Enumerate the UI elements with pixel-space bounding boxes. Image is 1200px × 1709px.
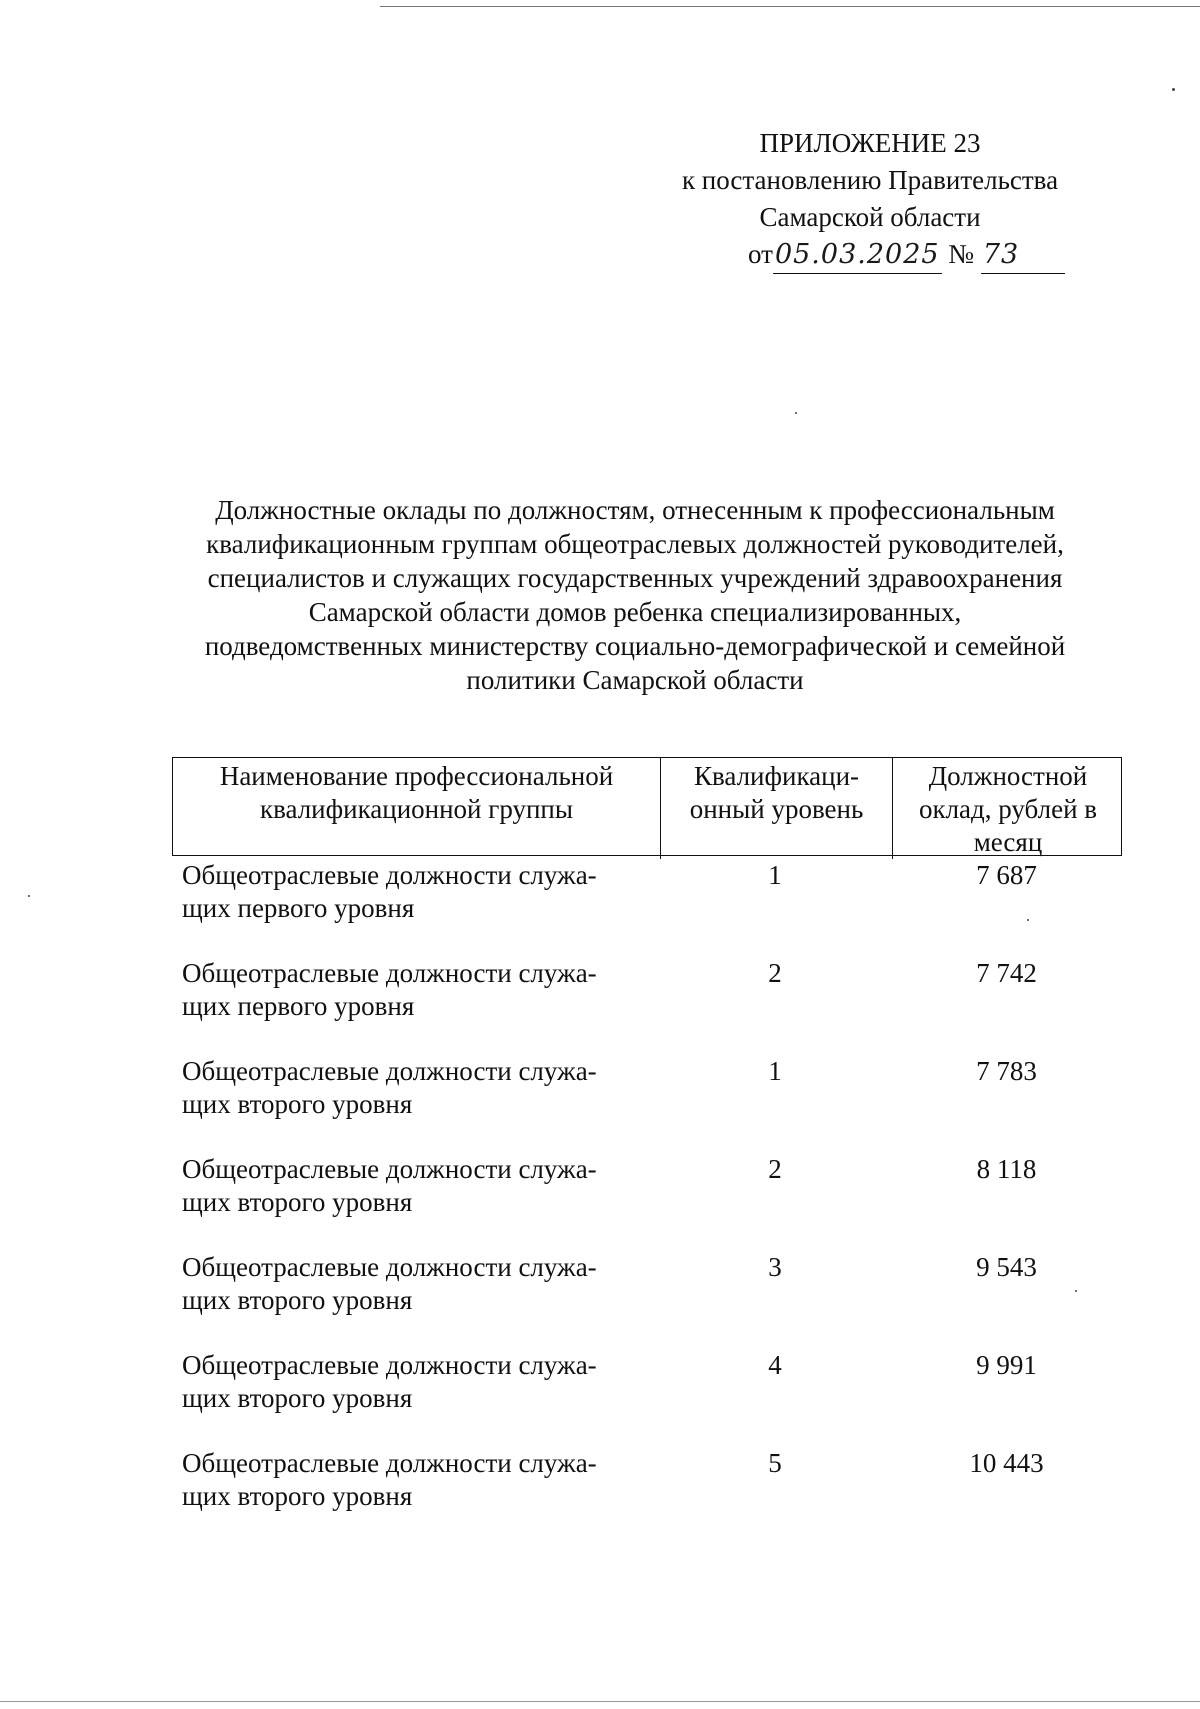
header-text: Должностной <box>928 761 1088 791</box>
header-text: Наименование профессиональной <box>219 761 614 791</box>
salary-cell: 7 687 <box>976 860 1037 890</box>
group-name-cell <box>172 1444 659 1542</box>
appendix-title: ПРИЛОЖЕНИЕ 23 <box>759 128 981 158</box>
group-name-text: щих второго уровня <box>182 1285 413 1315</box>
table-row <box>172 856 1122 954</box>
header-group-name <box>173 758 660 859</box>
appendix-header <box>640 125 1100 274</box>
level-cell: 4 <box>768 1350 782 1380</box>
salary-cell: 9 543 <box>976 1252 1037 1282</box>
group-name-text: Общеотраслевые должности служа- <box>182 1154 597 1184</box>
group-name-cell <box>172 1346 659 1444</box>
title-line: квалификационным группам общеотраслевых должностей руководителей, <box>206 529 1064 559</box>
level-cell: 5 <box>768 1448 782 1478</box>
group-name-cell <box>172 954 659 1052</box>
level-cell: 1 <box>768 860 782 890</box>
group-name-cell <box>172 856 659 954</box>
appendix-line-resolution: к постановлению Правительства <box>681 165 1059 195</box>
header-text: Квалификаци- <box>693 761 860 791</box>
scan-edge-top <box>380 6 1200 7</box>
group-name-text: щих второго уровня <box>182 1187 413 1217</box>
title-line: Самарской области домов ребенка специализированных, <box>308 597 962 627</box>
salary-cell: 10 443 <box>969 1448 1044 1478</box>
header-text: квалификационной группы <box>259 794 574 824</box>
salary-cell: 8 118 <box>976 1154 1037 1184</box>
scan-speck <box>795 412 797 414</box>
level-cell: 1 <box>768 1056 782 1086</box>
title-line: специалистов и служащих государственных учреждений здравоохранения <box>207 563 1063 593</box>
group-name-text: щих первого уровня <box>182 991 415 1021</box>
salary-cell: 7 742 <box>976 958 1037 988</box>
group-name-text: Общеотраслевые должности служа- <box>182 1252 597 1282</box>
table-row <box>172 1248 1122 1346</box>
scan-edge-bottom <box>0 1701 1200 1702</box>
level-cell: 2 <box>768 1154 782 1184</box>
header-text: онный уровень <box>689 794 864 824</box>
group-name-text: Общеотраслевые должности служа- <box>182 1350 597 1380</box>
group-name-text: щих второго уровня <box>182 1089 413 1119</box>
group-name-text: Общеотраслевые должности служа- <box>182 1448 597 1478</box>
table-row <box>172 1150 1122 1248</box>
group-name-cell <box>172 1150 659 1248</box>
salary-cell: 9 991 <box>976 1350 1037 1380</box>
level-cell: 3 <box>768 1252 782 1282</box>
appendix-line-region: Самарской области <box>759 202 981 232</box>
title-line: политики Самарской области <box>466 665 804 695</box>
handwritten-date: 05.03.2025 <box>773 236 942 274</box>
table-row <box>172 1052 1122 1150</box>
group-name-text: Общеотраслевые должности служа- <box>182 860 597 890</box>
group-name-text: щих второго уровня <box>182 1383 413 1413</box>
header-text: оклад, рублей в <box>918 794 1098 824</box>
title-line: Должностные оклады по должностям, отнесенным к профессиональным <box>215 495 1055 525</box>
scan-speck <box>28 895 30 897</box>
group-name-text: щих второго уровня <box>182 1481 413 1511</box>
group-name-text: щих первого уровня <box>182 893 415 923</box>
title-line: подведомственных министерству социально-демографической и семейной <box>204 631 1066 661</box>
group-name-text: Общеотраслевые должности служа- <box>182 958 597 988</box>
scan-speck <box>1172 88 1175 91</box>
table-row <box>172 1444 1122 1542</box>
document-title <box>175 493 1095 697</box>
salary-cell: 7 783 <box>976 1056 1037 1086</box>
table-header <box>172 757 1122 856</box>
header-level <box>660 758 892 859</box>
group-name-cell <box>172 1248 659 1346</box>
salary-table <box>172 757 1122 1542</box>
group-name-text: Общеотраслевые должности служа- <box>182 1056 597 1086</box>
level-cell: 2 <box>768 958 782 988</box>
handwritten-number: 73 <box>981 236 1065 274</box>
number-label: № <box>948 239 975 269</box>
table-row <box>172 954 1122 1052</box>
group-name-cell <box>172 1052 659 1150</box>
header-salary <box>892 758 1123 859</box>
table-row <box>172 1346 1122 1444</box>
from-label: от <box>748 239 773 269</box>
appendix-date-number <box>640 236 1100 274</box>
header-text: месяц <box>973 827 1043 857</box>
